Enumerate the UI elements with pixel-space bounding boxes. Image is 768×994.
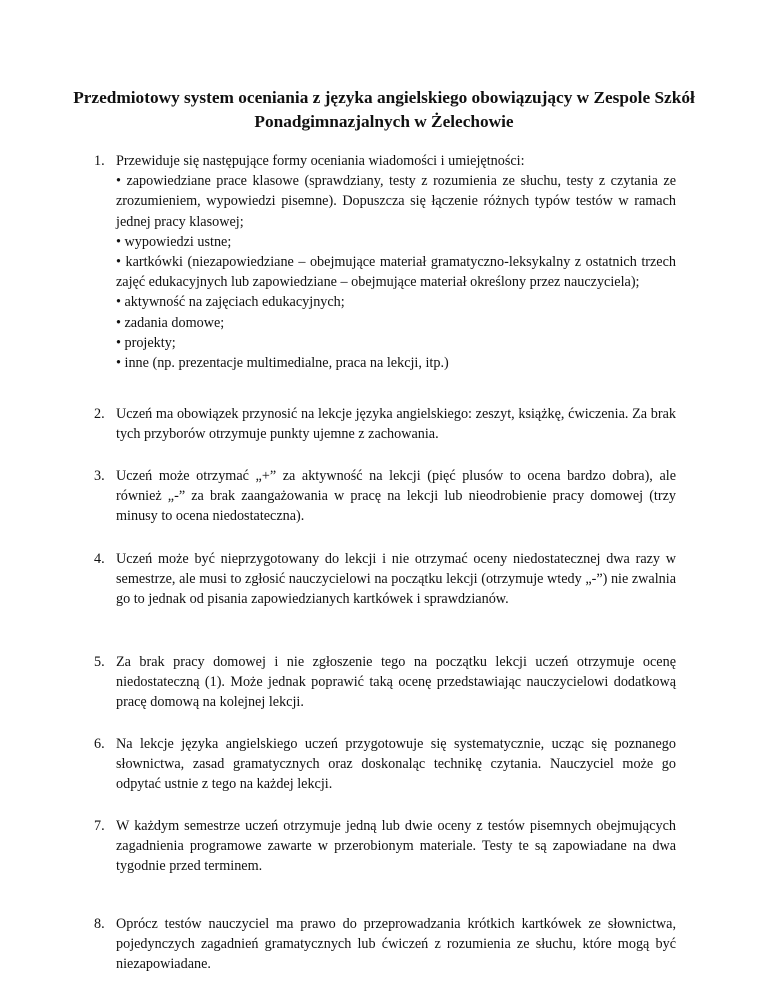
list-item-7 <box>94 816 676 877</box>
item-text: • wypowiedzi ustne; <box>116 233 232 250</box>
document-title <box>60 86 708 134</box>
item-text: W każdym semestrze uczeń otrzymuje jedną lub dwie oceny z testów pisemnych obejmujących zagadnienia programowe zawarte w przerobionym materiale. Testy te są zapowiadane na dwa tygodnie przed terminem. <box>116 818 676 875</box>
title-line: Przedmiotowy system oceniania z języka angielskiego obowiązujący w <box>73 88 590 107</box>
list-item-5 <box>94 652 676 713</box>
item-number: 8. <box>94 916 105 932</box>
item-text: Za brak pracy domowej i nie zgłoszenie tego na początku lekcji uczeń otrzymuje ocenę niedostateczną (1). Może jednak poprawić taką ocenę przedstawiając nauczycielowi dodatkową pracę domową na kolejnej lekcji. <box>116 654 676 711</box>
item-text: Przewiduje się następujące formy oceniania wiadomości i umiejętności: <box>116 153 525 169</box>
list-item-3 <box>94 466 676 527</box>
item-number: 6. <box>94 736 105 752</box>
item-text: Uczeń może otrzymać „+” za aktywność na lekcji (pięć plusów to ocena bardzo dobra), ale również „-” za brak zaangażowania w pracę na lekcji lub nieodrobienie pracy domowej (trzy minusy to ocena niedostateczna). <box>116 468 676 525</box>
list-item-6 <box>94 734 676 795</box>
item-text: • aktywność na zajęciach edukacyjnych; <box>116 294 345 311</box>
item-text: • inne (np. prezentacje multimedialne, praca na lekcji, itp.) <box>116 355 449 372</box>
item-number: 2. <box>94 406 105 422</box>
list-item-4 <box>94 549 676 610</box>
item-number: 7. <box>94 818 105 834</box>
item-text: • projekty; <box>116 334 176 351</box>
item-number: 3. <box>94 468 105 484</box>
item-text: • zadania domowe; <box>116 314 225 331</box>
item-number: 4. <box>94 551 105 567</box>
item-text: Uczeń może być nieprzygotowany do lekcji i nie otrzymać oceny niedostatecznej dwa razy w semestrze, ale musi to zgłosić nauczycielowi na początku lekcji (otrzymuje wtedy „-”) nie zwalnia go to jednak od pisania zapowiedzianych kartkówek i sprawdzianów. <box>116 551 676 608</box>
title-line: Zespole Szkół Ponadgimnazjalnych w Żelechowie <box>254 88 695 131</box>
item-text: Na lekcje języka angielskiego uczeń przygotowuje się systematycznie, ucząc się poznanego słownictwa, zasad gramatycznych oraz doskonaląc technikę czytania. Nauczyciel może go odpytać ustnie z tego na każdej lekcji. <box>116 736 676 793</box>
list-item-1 <box>94 151 676 373</box>
item-text: • zapowiedziane prace klasowe (sprawdziany, testy z rozumienia ze słuchu, testy z czytania ze zrozumieniem, wypowiedzi pisemne). Dopuszcza się łączenie różnych typów testów w ramach jednej pracy klasowej; <box>116 173 676 230</box>
item-text: • kartkówki (niezapowiedziane – obejmujące materiał gramatyczno-leksykalny z ostatnich trzech zajęć edukacyjnych lub zapowiedziane – obejmujące materiał określony przez nauczyciela); <box>116 254 676 291</box>
item-text: Oprócz testów nauczyciel ma prawo do przeprowadzania krótkich kartkówek ze słownictwa, pojedynczych zagadnień gramatycznych lub ćwiczeń z rozumienia ze słuchu, które mogą być niezapowiadane. <box>116 916 676 973</box>
list-item-2 <box>94 404 676 444</box>
list-item-8 <box>94 914 676 975</box>
item-number: 5. <box>94 654 105 670</box>
item-text: Uczeń ma obowiązek przynosić na lekcje języka angielskiego: zeszyt, książkę, ćwiczenia. Za brak tych przyborów otrzymuje punkty ujemne z zachowania. <box>116 406 676 443</box>
item-number: 1. <box>94 153 105 169</box>
